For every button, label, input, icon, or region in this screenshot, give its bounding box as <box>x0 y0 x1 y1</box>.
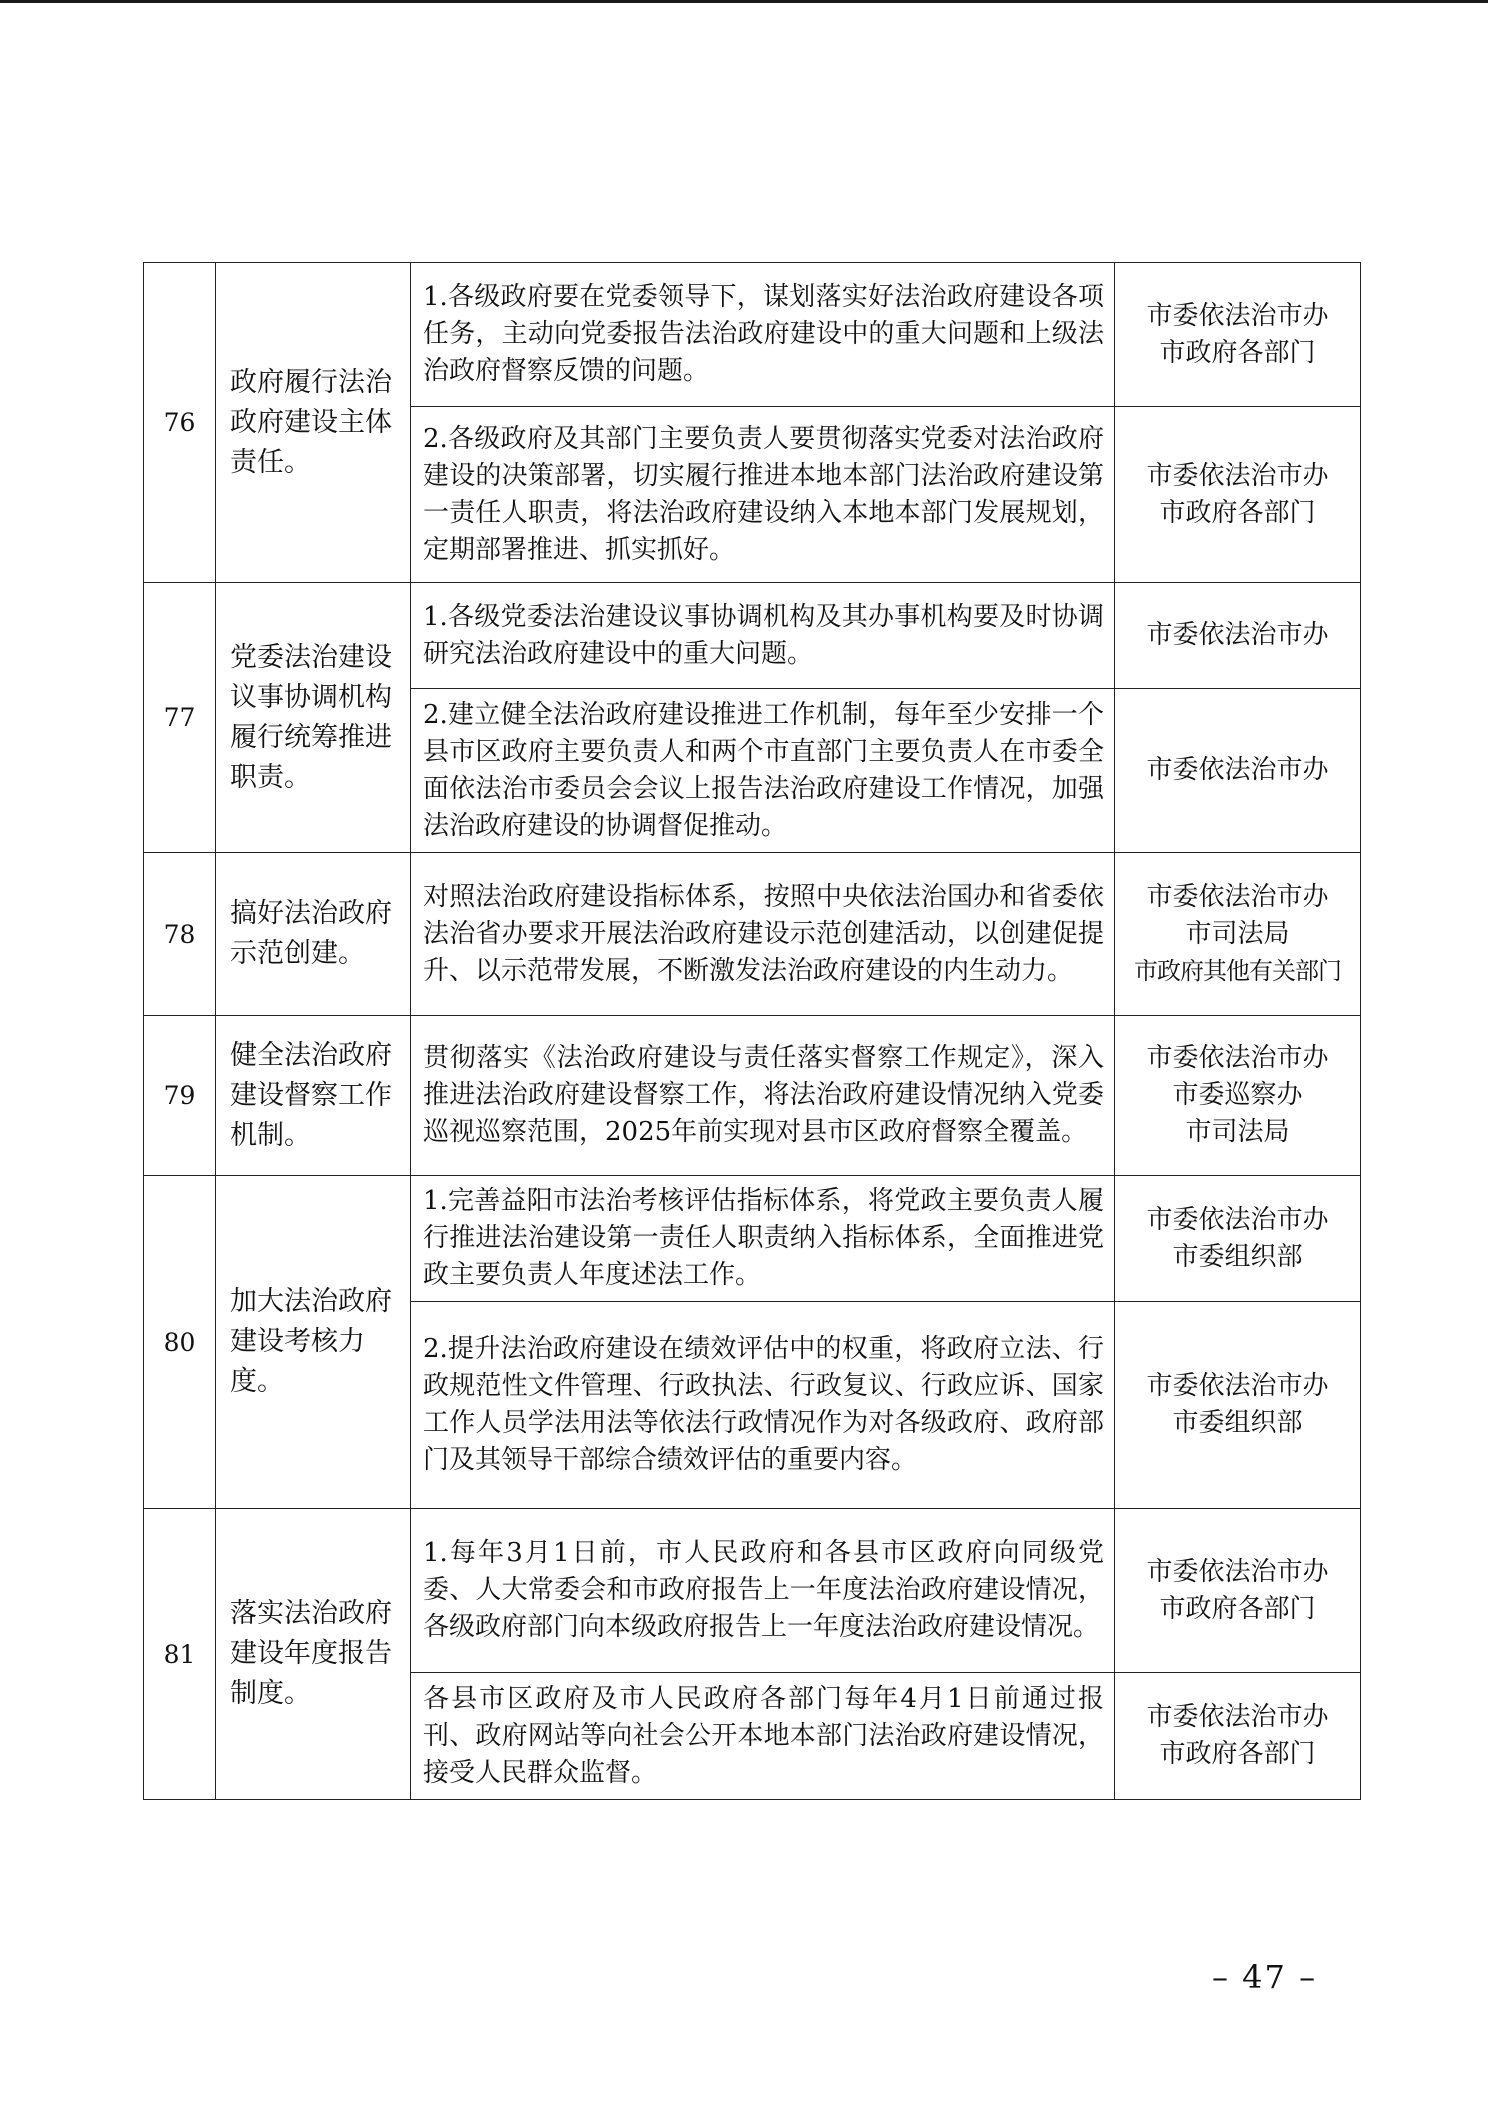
task-measure: 2.建立健全法治政府建设推进工作机制，每年至少安排一个县市区政府主要负责人和两个市直部门主要负责人在市委全面依法治市委员会会议上报告法治政府建设工作情况，加强法治政府建设的协调督促推动。 <box>411 689 1115 853</box>
responsible-unit: 市委依法治市办 <box>1146 1204 1329 1235</box>
responsible-units <box>1115 1302 1361 1509</box>
task-measure: 1.完善益阳市法治考核评估指标体系，将党政主要负责人履行推进法治建设第一责任人职责纳入指标体系，全面推进党政主要负责人年度述法工作。 <box>411 1176 1115 1302</box>
task-measure: 2.提升法治政府建设在绩效评估中的权重，将政府立法、行政规范性文件管理、行政执法、行政复议、行政应诉、国家工作人员学法用法等依法行政情况作为对各级政府、政府部门及其领导干部综合绩效评估的重要内容。 <box>411 1302 1115 1509</box>
responsible-unit: 市委依法治市办 <box>1146 755 1329 785</box>
responsible-units <box>1115 1016 1361 1176</box>
task-measure: 各县市区政府及市人民政府各部门每年4月1日前通过报刊、政府网站等向社会公开本地本部门法治政府建设情况，接受人民群众监督。 <box>411 1673 1115 1800</box>
task-title: 加大法治政府建设考核力度。 <box>216 1176 411 1509</box>
responsible-unit: 市委依法治市办 <box>1146 1702 1329 1732</box>
table-row <box>144 263 1361 407</box>
table-row <box>144 1016 1361 1176</box>
row-number: 79 <box>144 1016 216 1176</box>
responsible-unit: 市委依法治市办 <box>1146 460 1329 491</box>
task-measure: 对照法治政府建设指标体系，按照中央依法治国办和省委依法治省办要求开展法治政府建设示范创建活动，以创建促提升、以示范带发展，不断激发法治政府建设的内生动力。 <box>411 853 1115 1016</box>
row-number: 81 <box>144 1509 216 1800</box>
responsible-unit: 市司法局 <box>1185 1117 1290 1147</box>
task-measure: 1.每年3月1日前，市人民政府和各县市区政府向同级党委、人大常委会和市政府报告上一年度法治政府建设情况，各级政府部门向本级政府报告上一年度法治政府建设情况。 <box>411 1509 1115 1673</box>
responsible-units <box>1115 263 1361 407</box>
row-number: 78 <box>144 853 216 1016</box>
responsible-unit: 市委组织部 <box>1172 1241 1303 1272</box>
responsible-units <box>1115 853 1361 1016</box>
task-measure: 1.各级党委法治建设议事协调机构及其办事机构要及时协调研究法治政府建设中的重大问题。 <box>411 583 1115 689</box>
table-row <box>144 1509 1361 1673</box>
top-border-line <box>0 0 1488 3</box>
task-title: 搞好法治政府示范创建。 <box>216 853 411 1016</box>
task-measure: 1.各级政府要在党委领导下，谋划落实好法治政府建设各项任务，主动向党委报告法治政府建设中的重大问题和上级法治政府督察反馈的问题。 <box>411 263 1115 407</box>
responsible-unit: 市委依法治市办 <box>1146 881 1329 912</box>
responsible-unit: 市政府各部门 <box>1159 1593 1316 1624</box>
table-row <box>144 1176 1361 1302</box>
responsible-unit: 市司法局 <box>1185 918 1290 949</box>
responsible-unit: 市委依法治市办 <box>1146 620 1329 650</box>
row-number: 80 <box>144 1176 216 1509</box>
task-measure: 2.各级政府及其部门主要负责人要贯彻落实党委对法治政府建设的决策部署，切实履行推进本地本部门法治政府建设第一责任人职责，将法治政府建设纳入本地本部门发展规划，定期部署推进、抓实抓好。 <box>411 407 1115 583</box>
task-table <box>143 262 1361 1800</box>
responsible-unit: 市委依法治市办 <box>1146 1556 1329 1587</box>
responsible-unit: 市政府其他有关部门 <box>1134 956 1341 985</box>
responsible-units <box>1115 1176 1361 1302</box>
responsible-units <box>1115 407 1361 583</box>
task-measure: 贯彻落实《法治政府建设与责任落实督察工作规定》，深入推进法治政府建设督察工作，将法治政府建设情况纳入党委巡视巡察范围，2025年前实现对县市区政府督察全覆盖。 <box>411 1016 1115 1176</box>
table-row <box>144 583 1361 689</box>
responsible-unit: 市委依法治市办 <box>1146 300 1329 331</box>
responsible-units <box>1115 1673 1361 1800</box>
row-number: 76 <box>144 263 216 583</box>
responsible-unit: 市政府各部门 <box>1159 337 1316 368</box>
responsible-unit: 市委依法治市办 <box>1146 1371 1329 1401</box>
responsible-unit: 市政府各部门 <box>1159 1739 1316 1769</box>
responsible-units <box>1115 583 1361 689</box>
row-number: 77 <box>144 583 216 853</box>
table-row <box>144 853 1361 1016</box>
task-title: 健全法治政府建设督察工作机制。 <box>216 1016 411 1176</box>
responsible-unit: 市委巡察办 <box>1172 1080 1303 1110</box>
responsible-unit: 市委依法治市办 <box>1146 1043 1329 1073</box>
page-number: – 47 – <box>1212 1958 1318 1996</box>
responsible-units <box>1115 689 1361 853</box>
task-title: 政府履行法治政府建设主体责任。 <box>216 263 411 583</box>
responsible-unit: 市委组织部 <box>1172 1408 1303 1438</box>
responsible-unit: 市政府各部门 <box>1159 497 1316 528</box>
responsible-units <box>1115 1509 1361 1673</box>
task-title: 落实法治政府建设年度报告制度。 <box>216 1509 411 1800</box>
task-title: 党委法治建设议事协调机构履行统筹推进职责。 <box>216 583 411 853</box>
